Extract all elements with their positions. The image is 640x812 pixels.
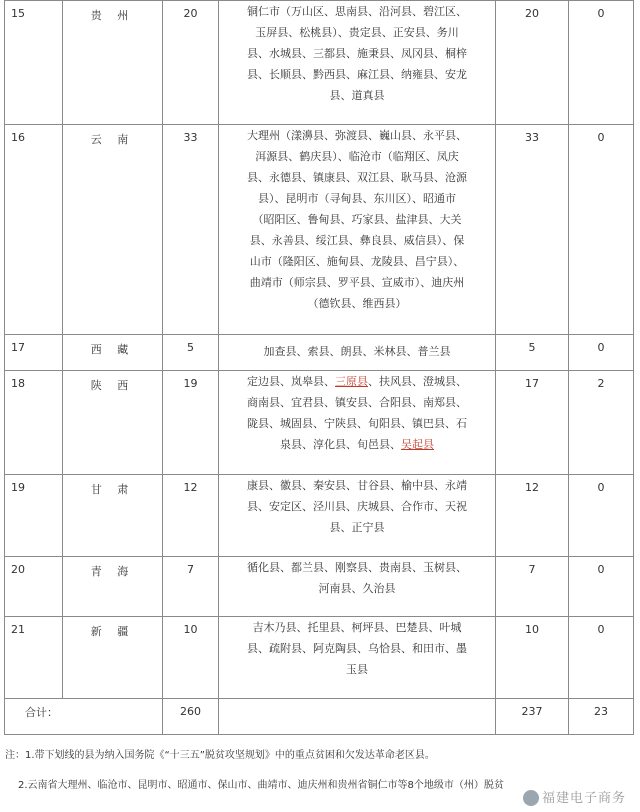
footnote-1: 注：1.带下划线的县为纳入国务院《“十三五”脱贫攻坚规划》中的重点贫困和欠发达革命老区县。 <box>5 750 435 761</box>
county-list <box>219 335 496 371</box>
row-number: 18 <box>5 371 63 475</box>
county-line: 县、疏附县、阿克陶县、乌恰县、和田市、墨 <box>247 642 467 655</box>
county-line <box>225 371 489 392</box>
county-line: 县、永德县、镇康县、双江县、耿马县、沧源 <box>247 171 467 184</box>
sum-after: 237 <box>496 699 569 735</box>
row-number: 17 <box>5 335 63 371</box>
after-count: 10 <box>496 617 569 699</box>
total-count: 19 <box>163 371 219 475</box>
total-row <box>5 699 634 735</box>
revolution-count: 0 <box>569 475 634 557</box>
county-line: 康县、徽县、秦安县、甘谷县、榆中县、永靖 <box>247 479 467 492</box>
county-line: 县、永善县、绥江县、彝良县、威信县）、保 <box>249 234 465 247</box>
watermark-text: 福建电子商务 <box>541 790 626 806</box>
row-number: 15 <box>5 1 63 125</box>
total-count: 7 <box>163 557 219 617</box>
revolution-count: 2 <box>569 371 634 475</box>
row-number: 20 <box>5 557 63 617</box>
table-row <box>5 125 634 335</box>
total-count: 10 <box>163 617 219 699</box>
county-text: 定边县、岚皋县、 <box>247 375 335 388</box>
table-row <box>5 1 634 125</box>
empty-cell <box>219 699 496 735</box>
county-line: 县、安定区、泾川县、庆城县、合作市、天祝 <box>247 500 467 513</box>
table-row <box>5 475 634 557</box>
county-line: 商南县、宜君县、镇安县、合阳县、南郑县、 <box>247 396 467 409</box>
after-count: 5 <box>496 335 569 371</box>
county-list <box>219 475 496 557</box>
county-list <box>219 125 496 335</box>
province-name: 云 南 <box>63 125 163 335</box>
table-row <box>5 335 634 371</box>
sum-revolution: 23 <box>569 699 634 735</box>
county-line: 铜仁市（万山区、思南县、沿河县、碧江区、 <box>247 5 467 18</box>
row-number: 16 <box>5 125 63 335</box>
sum-total: 260 <box>163 699 219 735</box>
county-table <box>4 0 634 735</box>
table-row <box>5 557 634 617</box>
county-line: 陇县、城固县、宁陕县、旬阳县、镇巴县、石 <box>247 417 467 430</box>
county-line: 县、水城县、三都县、施秉县、凤冈县、桐梓 <box>247 47 467 60</box>
after-count: 7 <box>496 557 569 617</box>
revolution-count: 0 <box>569 1 634 125</box>
total-count: 20 <box>163 1 219 125</box>
county-list <box>219 1 496 125</box>
county-line: 循化县、都兰县、刚察县、贵南县、玉树县、 <box>247 561 467 574</box>
county-line: 洱源县、鹤庆县）、临沧市（临翔区、凤庆 <box>255 150 459 163</box>
county-text: 、扶风县、澄城县、 <box>368 375 467 388</box>
footnote-2: 2.云南省大理州、临沧市、昆明市、昭通市、保山市、曲靖市、迪庆州和贵州省铜仁市等8个地级市（州）脱贫 <box>18 780 504 791</box>
county-list <box>219 371 496 475</box>
county-line: 大理州（漾濞县、弥渡县、巍山县、永平县、 <box>247 129 467 142</box>
county-line <box>225 434 489 455</box>
county-line: 玉县 <box>346 663 368 676</box>
county-line: 曲靖市（师宗县、罗平县、宣威市）、迪庆州 <box>249 276 465 289</box>
after-count: 17 <box>496 371 569 475</box>
county-line: 吉木乃县、托里县、柯坪县、巴楚县、叶城 <box>252 621 462 634</box>
county-list <box>219 557 496 617</box>
row-number: 19 <box>5 475 63 557</box>
wechat-logo-icon <box>523 790 539 806</box>
county-line: （德钦县、维西县） <box>307 297 407 310</box>
county-line: （昭阳区、鲁甸县、巧家县、盐津县、大关 <box>252 213 462 226</box>
province-name: 甘 肃 <box>63 475 163 557</box>
table-row <box>5 617 634 699</box>
county-line: 县、道真县 <box>329 89 385 102</box>
highlighted-county: 三原县 <box>335 375 368 388</box>
table-row <box>5 371 634 475</box>
county-line: 山市（隆阳区、施甸县、龙陵县、昌宁县）、 <box>249 255 465 268</box>
total-count: 5 <box>163 335 219 371</box>
revolution-count: 0 <box>569 617 634 699</box>
county-line: 县、长顺县、黔西县、麻江县、纳雍县、安龙 <box>247 68 467 81</box>
province-name: 陕 西 <box>63 371 163 475</box>
row-number: 21 <box>5 617 63 699</box>
county-line: 加查县、索县、朗县、米林县、普兰县 <box>263 345 451 358</box>
highlighted-county: 吴起县 <box>401 438 434 451</box>
county-line: 县）、昆明市（寻甸县、东川区）、昭通市 <box>258 192 456 205</box>
after-count: 33 <box>496 125 569 335</box>
county-line: 河南县、久治县 <box>318 582 396 595</box>
county-line: 县、正宁县 <box>329 521 385 534</box>
total-count: 12 <box>163 475 219 557</box>
province-name: 新 疆 <box>63 617 163 699</box>
county-text: 泉县、淳化县、旬邑县、 <box>280 438 401 451</box>
total-label: 合计： <box>5 699 163 735</box>
county-list <box>219 617 496 699</box>
after-count: 12 <box>496 475 569 557</box>
revolution-count: 0 <box>569 125 634 335</box>
revolution-count: 0 <box>569 335 634 371</box>
province-name: 青 海 <box>63 557 163 617</box>
county-line: 玉屏县、松桃县）、贵定县、正安县、务川 <box>255 26 459 39</box>
revolution-count: 0 <box>569 557 634 617</box>
watermark <box>523 787 626 807</box>
province-name: 西 藏 <box>63 335 163 371</box>
after-count: 20 <box>496 1 569 125</box>
province-name: 贵 州 <box>63 1 163 125</box>
total-count: 33 <box>163 125 219 335</box>
